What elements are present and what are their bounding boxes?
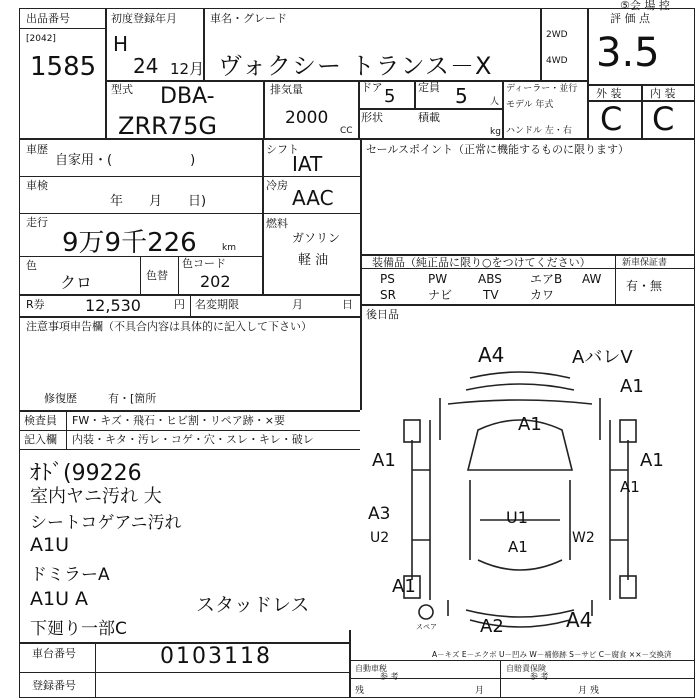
equip-navi: ナビ (428, 288, 453, 302)
warranty-label: 新車保証書 (622, 258, 668, 268)
insurance-label: 自賠責保険 (506, 664, 546, 673)
car-name: ヴォクシー トランス－X (218, 52, 493, 80)
mileage-value: 9万9千226 (62, 228, 197, 258)
stud-note: スタッドレス (196, 594, 310, 616)
spare-label: スペア (416, 623, 437, 631)
insurance-remain: 残 (590, 686, 600, 696)
ac-value: AAC (292, 186, 334, 210)
entry-label: 記入欄 (24, 433, 57, 446)
fuel-value-2: 軽 油 (298, 253, 329, 268)
person-unit: 人 (490, 97, 500, 107)
declaration-label: 注意事項申告欄（不具合内容は具体的に記入して下さい） (26, 320, 312, 333)
reg-number-label: 登録番号 (32, 679, 76, 692)
mark-a2: A2 (480, 616, 504, 637)
mark-w2: W2 (572, 530, 595, 546)
fuel-value: ガソリン (292, 231, 341, 245)
equip-ps: PS (380, 272, 395, 286)
ext-grade: C (600, 100, 623, 138)
capacity-value: 5 (455, 84, 468, 108)
mark-a1-right-top: A1 (620, 376, 644, 397)
mark-u1: U1 (506, 508, 528, 527)
mark-a-bare: AバレV (572, 347, 633, 368)
note-line-4: A1U (30, 534, 69, 556)
ac-label: 冷房 (266, 179, 288, 192)
type-prefix: DBA- (160, 84, 215, 109)
mark-a1-front: A1 (518, 414, 542, 435)
expiry-label: 名変期限 (195, 298, 239, 311)
score-value: 3.5 (596, 30, 660, 76)
tax-remain: 残 (355, 686, 365, 696)
mark-a1-left-bottom: A1 (392, 576, 416, 597)
shift-value: IAT (292, 152, 323, 176)
recycle-value: 12,530 (85, 296, 141, 315)
warranty-value: 有・無 (626, 279, 663, 293)
int-label: 内 装 (650, 87, 676, 100)
sales-points-label: セールスポイント（正常に機能するものに限ります） (366, 143, 630, 156)
int-grade: C (652, 100, 675, 138)
lot-sub: [2042] (26, 34, 56, 44)
usage-label: 車歴 (26, 143, 48, 156)
name-label: 車名・グレード (210, 12, 287, 25)
lot-number: 1585 (30, 52, 97, 82)
mark-a4-top: A4 (478, 343, 505, 367)
km-unit: km (222, 243, 236, 253)
ext-label: 外 装 (596, 87, 622, 100)
disp-label: 排気量 (270, 83, 303, 96)
insurance-ref: 参 考 (530, 672, 549, 681)
mark-u2: U2 (370, 530, 390, 546)
repair-label: 修復歴 (44, 392, 77, 405)
reg-month: 12月 (170, 60, 205, 78)
color-code-value: 202 (200, 272, 231, 291)
capacity-label: 定員 (418, 81, 440, 94)
note-line-3: シートコゲアニ汚れ (30, 513, 182, 533)
load-label: 積載 (418, 111, 440, 124)
score-label: 評 価 点 (610, 12, 650, 25)
equip-abs: ABS (478, 272, 502, 286)
type-label: 型式 (111, 83, 133, 96)
dealer-label: ディーラー・並行 (506, 84, 578, 94)
mileage-label: 走行 (26, 216, 48, 229)
drive-4wd: 4WD (546, 56, 568, 66)
recycle-label: R券 (26, 298, 45, 311)
note-line-2: 室内ヤニ汚れ 大 (30, 486, 162, 507)
reg-year: 24 (133, 54, 159, 78)
expiry-month: 月 (292, 298, 303, 311)
vin-label: 車台番号 (32, 647, 76, 660)
color-value: クロ (60, 273, 93, 292)
note-line-5: ドミラーA (30, 565, 110, 585)
later-label: 後日品 (366, 308, 399, 321)
equip-sr: SR (380, 288, 396, 302)
mark-a1-right: A1 (640, 450, 664, 471)
equip-tv: TV (483, 288, 499, 302)
color-change-label: 色替 (146, 269, 168, 282)
equip-leather: カワ (530, 288, 555, 302)
note-line-1: ｵﾄﾞ(99226 (30, 461, 142, 486)
inspection-value: 年 月 日) (110, 194, 207, 209)
mark-a1-left: A1 (372, 450, 396, 471)
tax-month: 月 (475, 686, 485, 696)
vin-number: 0103118 (160, 644, 272, 669)
mark-a4-bottom: A4 (566, 608, 593, 632)
reg-label: 初度登録年月 (111, 12, 177, 25)
mark-a3: A3 (368, 504, 391, 524)
fuel-label: 燃料 (266, 217, 288, 230)
repair-value: 有・[箇所 (108, 392, 157, 405)
inspector-row: FW・キズ・飛石・ヒビ割・リペア跡・×要 (72, 414, 285, 427)
handle-label: ハンドル 左・右 (506, 126, 572, 136)
cc-unit: CC (340, 126, 353, 136)
equip-aw: AW (582, 272, 602, 286)
equipment-label: 装備品（純正品に限り○をつけてください） (372, 256, 591, 269)
usage-value: 自家用・( ) (55, 153, 196, 168)
insurance-month: 月 (578, 686, 588, 696)
model-year-label: モデル 年式 (506, 100, 554, 110)
yen-unit: 円 (174, 298, 185, 311)
mark-a1-center: A1 (508, 538, 528, 556)
equip-airbag: エアB (530, 272, 563, 286)
reg-era: H (113, 32, 129, 56)
color-label: 色 (26, 259, 37, 272)
kg-unit: kg (490, 127, 501, 137)
displacement: 2000 (285, 108, 329, 128)
inspector-label: 検査員 (24, 414, 57, 427)
inspection-label: 車検 (26, 179, 48, 192)
shape-label: 形状 (361, 111, 383, 124)
doors-label: ドア (361, 81, 383, 94)
doors-value: 5 (384, 86, 396, 107)
tax-ref: 参 考 (380, 672, 399, 681)
equip-pw: PW (428, 272, 448, 286)
note-line-6: A1U A (30, 588, 89, 610)
venue-top: ⑤会 場 控 (620, 0, 670, 12)
tax-label: 自動車税 (355, 664, 387, 673)
color-code-label: 色コード (182, 257, 226, 270)
shift-label: シフト (266, 143, 299, 156)
lot-label: 出品番号 (26, 12, 70, 25)
entry-row: 内装・キタ・汚レ・コゲ・穴・スレ・キレ・破レ (72, 433, 314, 446)
note-line-7: 下廻り一部C (30, 619, 127, 639)
type-code: ZRR75G (118, 112, 217, 140)
drive-2wd: 2WD (546, 30, 568, 40)
mark-a1-right-mid: A1 (620, 478, 640, 496)
expiry-day: 日 (342, 298, 353, 311)
damage-legend: A－キズ E－エクボ U－凹み W－補修跡 S－サビ C－腐食 ××－交換済 (432, 650, 672, 659)
